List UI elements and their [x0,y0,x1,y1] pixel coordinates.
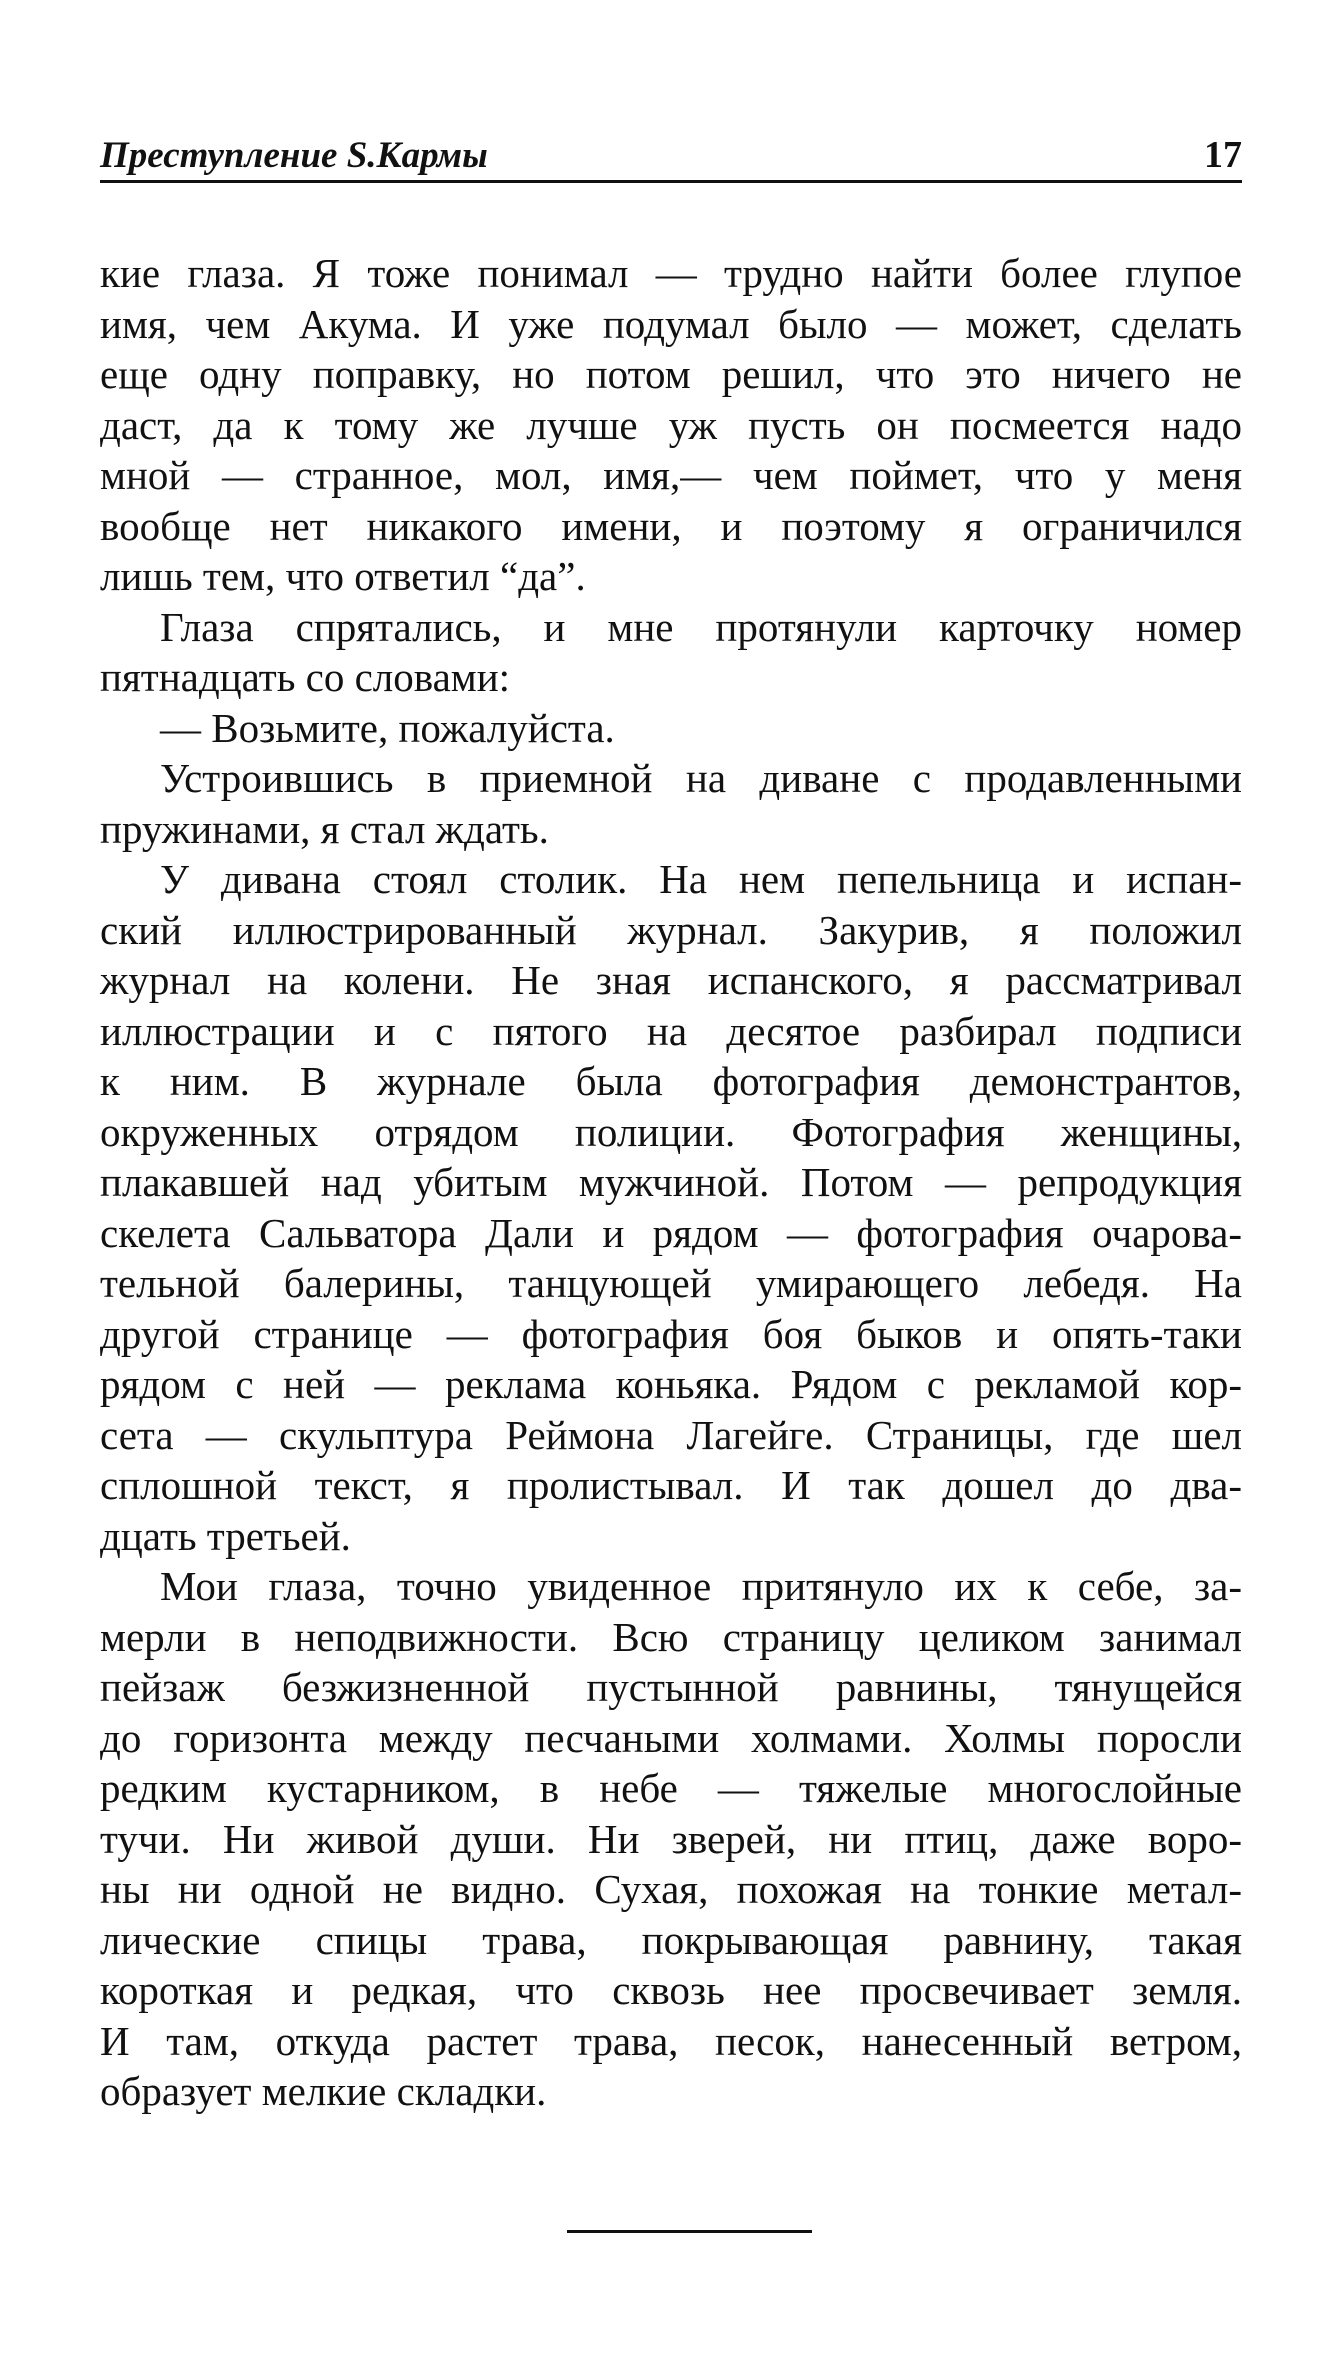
paragraph [100,703,1242,754]
running-title: Преступление S.Кармы [100,135,488,176]
text-line: пружинами, я стал ждать. [100,805,549,852]
page-number: 17 [1204,134,1242,176]
text-line: — Возьмите, пожалуйста. [160,704,615,751]
text-line: вообще нет никакого имени, и поэтому я ограничился [100,502,1242,549]
text-line: Глаза спрятались, и мне протянули карточку номер [160,603,1242,650]
paragraph [100,602,1242,703]
paragraph [100,854,1242,1561]
text-line: имя, чем Акума. И уже подумал было — может, сделать [100,300,1242,347]
text-line: пейзаж безжизненной пустынной равнины, тянущейся [100,1664,1242,1710]
text-line: журнал на колени. Не зная испанского, я рассматривал [100,957,1242,1003]
text-line: сплошной текст, я пролистывал. И так дошел до два- [100,1462,1242,1508]
paragraph [100,753,1242,854]
text-line: ский иллюстрированный журнал. Закурив, я положил [100,906,1242,953]
section-end-rule [567,2230,812,2233]
text-line: Мои глаза, точно увиденное притянуло их к себе, за- [160,1563,1242,1609]
text-line: У дивана стоял столик. На нем пепельница и испан- [160,856,1242,902]
body-text [100,248,1242,2117]
text-line: другой странице — фотография боя быков и опять-таки [100,1310,1242,1357]
running-header [100,118,1242,183]
text-line: редким кустарником, в небе — тяжелые многослойные [100,1765,1242,1811]
text-line: лишь тем, что ответил “да”. [100,553,586,599]
text-line: И там, откуда растет трава, песок, нанесенный ветром, [100,2017,1242,2064]
text-line: тучи. Ни живой души. Ни зверей, ни птиц, даже воро- [100,1815,1242,1862]
paragraph [100,1561,1242,2117]
text-line: сета — скульптура Реймона Лагейге. Страницы, где шел [100,1411,1242,1458]
text-line: иллюстрации и с пятого на десятое разбирал подписи [100,1007,1242,1054]
text-line: образует мелкие складки. [100,2068,547,2114]
text-line: окруженных отрядом полиции. Фотография женщины, [100,1108,1242,1155]
text-line: до горизонта между песчаными холмами. Холмы поросли [100,1714,1242,1761]
text-line: тельной балерины, танцующей умирающего лебедя. На [100,1260,1242,1306]
text-line: Устроившись в приемной на диване с продавленными [160,755,1242,801]
text-line: плакавшей над убитым мужчиной. Потом — репродукция [100,1159,1242,1205]
text-line: к ним. В журнале была фотография демонстрантов, [100,1058,1242,1104]
text-line: даст, да к тому же лучше уж пусть он посмеется надо [100,401,1242,448]
text-line: короткая и редкая, что сквозь нее просвечивает земля. [100,1967,1242,2013]
text-line: ны ни одной не видно. Сухая, похожая на тонкие метал- [100,1866,1242,1912]
text-line: пятнадцать со словами: [100,654,511,700]
paragraph [100,248,1242,602]
text-line: рядом с ней — реклама коньяка. Рядом с рекламой кор- [100,1361,1242,1407]
text-line: еще одну поправку, но потом решил, что это ничего не [100,351,1242,397]
text-line: мной — странное, мол, имя,— чем поймет, что у меня [100,452,1242,498]
text-line: лические спицы трава, покрывающая равнину, такая [100,1916,1242,1963]
text-line: дцать третьей. [100,1512,351,1559]
text-line: кие глаза. Я тоже понимал — трудно найти более глупое [100,250,1242,296]
text-line: скелета Сальватора Дали и рядом — фотография очарова- [100,1209,1242,1256]
text-line: мерли в неподвижности. Всю страницу целиком занимал [100,1613,1242,1660]
